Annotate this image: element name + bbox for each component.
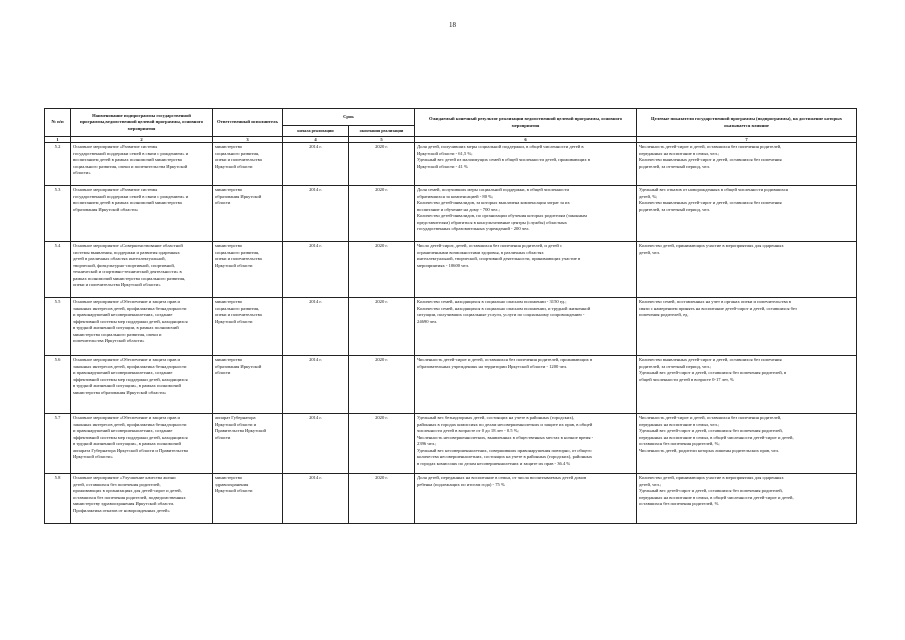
activity-name-line: воспитанием детей в рамках полномочий министерства [73,200,182,205]
responsible-executor [213,298,283,356]
column-number: 1 [45,137,71,143]
responsible-executor-line: опеки и попечительства [215,157,262,162]
expected-result-line: численности детей в возрасте от 0 до 18 лет - 0.5 %; [417,428,519,433]
start-year: 2014 г. [283,186,349,242]
activity-name-line: в трудной жизненной ситуации», в рамках полномочий [73,383,181,388]
expected-result-line: Количество детей-инвалидов, по организации обучения которых родителям (законным [417,213,587,218]
activity-name-line: законных интересов детей, профилактика безнадзорности [73,421,187,427]
responsible-executor-line: социального развития, [215,305,260,311]
activity-name-line: законных интересов детей, профилактика безнадзорности [73,305,187,311]
target-indicators-line: детей, %; [639,193,658,199]
activity-name [71,242,213,298]
activity-name-line: и правонарушений несовершеннолетних, создание [73,312,173,317]
activity-name-line: проживающих в организациях для детей-сирот и детей, [73,488,182,493]
target-indicators-line: Удельный вес детей-сирот и детей, оставшихся без попечения родителей, [639,428,783,433]
expected-result [415,356,637,414]
expected-result [415,143,637,186]
responsible-executor-line: Иркутской области [215,262,253,268]
expected-result-line: Количество семей, находящихся в социально опасном положении, и трудной жизненной [417,305,591,311]
responsible-executor-line: образования Иркутской [215,193,262,199]
responsible-executor [213,242,283,298]
target-indicators-line: Количество выявленных детей-сирот и детей, оставшихся без попечения [639,157,782,162]
start-year: 2014 г. [283,143,349,186]
expected-result-line: воспитание и обучение на дому - 700 чел.; [417,206,500,212]
expected-result-line: образовательных учреждениях на территории Иркутской области - 1200 чел. [417,363,568,369]
target-indicators-line: Количество детей, принимающих участие в мероприятиях для одаренных [639,475,784,480]
activity-name-line: эффективной системы мер поддержки детей, находящихся [73,376,188,382]
activity-name-line: детей, оставшихся без попечения родителей, [73,481,161,487]
activity-name-line: технической и спортивно-технической деятельности» в [73,269,182,274]
responsible-executor [213,186,283,242]
expected-result-line: ограниченными возможностями здоровья, в различных областях [417,249,544,255]
expected-result-line: Удельный вес безнадзорных детей, состоящих на учете в районных (городских), [417,415,575,420]
target-indicators-line: связи с намерением принять на воспитание детей-сирот и детей, оставшихся без [639,305,797,311]
target-indicators-line: Удельный вес отказов от новорожденных в общей численности родившихся [639,187,788,192]
end-year: 2020 г. [349,356,415,414]
header-start: начала реализации [283,126,349,137]
expected-result-line: интеллектуальной, творческой, спортивной деятельности, принимающих участие в [417,256,581,261]
responsible-executor-line: министерство [215,243,243,248]
expected-result-line: представителям) обратиться в консультативные центры (службы) областных [417,219,567,225]
expected-result-line: Удельный вес детей из малоимущих семей в общей численности детей, проживающих в [417,157,590,162]
end-year: 2020 г. [349,186,415,242]
end-year: 2020 г. [349,474,415,524]
responsible-executor-line: опеки и попечительства [215,256,262,261]
column-number: 2 [71,137,213,143]
activity-name-line: законных интересов детей, профилактика безнадзорности [73,363,187,369]
expected-result-line: Число детей-сирот, детей, оставшихся без попечения родителей, и детей с [417,243,563,248]
expected-result-line: обратившихся за компенсацией - 80 %; [417,193,494,199]
column-number: 3 [213,137,283,143]
table-row [45,242,857,298]
target-indicators-line: Количество детей, принимающих участие в мероприятиях для одаренных [639,243,784,248]
activity-name-line: оставшихся без попечения родителей, подведомственных [73,494,186,500]
responsible-executor-line: аппарат Губернатора [215,415,256,420]
target-indicators-line: переданных на воспитание в семьи, чел.; [639,150,720,156]
page-number: 18 [449,21,456,29]
responsible-executor-line: Иркутской области [215,488,253,493]
target-indicators-line: попечения родителей, ед. [639,312,689,317]
target-indicators-line: Количество выявленных детей-сирот и детей, оставшихся без попечения [639,357,782,362]
expected-result [415,242,637,298]
responsible-executor-line: Правительства Иркутской [215,428,266,433]
activity-name-line: Основное мероприятие «Развитие системы [73,144,158,149]
activity-name-line: в трудной жизненной ситуации», в рамках полномочий [73,441,181,446]
activity-name-line: опеки и попечительства Иркутской области» [73,282,161,287]
start-year: 2014 г. [283,414,349,474]
target-indicators-line: Численность детей-сирот и детей, оставшихся без попечения родителей, [639,415,782,420]
expected-result [415,186,637,242]
target-indicators-line: родителей, за отчетный период, чел. [639,163,711,169]
expected-result [415,474,637,524]
activity-name-line: воспитанием детей в рамках полномочий министерства [73,157,182,162]
activity-name-line: социального развития, опеки и попечительства Иркутской [73,163,188,169]
activity-name-line: Основное мероприятие «Совершенствование областной [73,243,183,248]
table-row [45,474,857,524]
target-indicators [637,242,857,298]
responsible-executor-line: здравоохранения [215,481,249,487]
end-year: 2020 г. [349,414,415,474]
responsible-executor-line: социального развития, [215,150,260,156]
target-indicators-line: переданных на воспитание в семьи, в общей численности детей-сирот и детей, [639,494,794,500]
expected-result-line: Численность несовершеннолетних, выявленных в общественных местах в ночное время - [417,434,594,440]
activity-name-line: Основное мероприятие «Развитие системы [73,187,158,192]
activity-name-line: министерства образования Иркутской области» [73,389,167,395]
responsible-executor [213,414,283,474]
expected-result-line: ребенка (подлежащих по итогам года) - 75 % [417,481,505,487]
header-term: Срок [283,109,415,126]
responsible-executor-line: Иркутской области [215,163,253,169]
target-indicators [637,474,857,524]
program-table [44,108,857,524]
table-row [45,414,857,474]
table-row [45,186,857,242]
target-indicators-line: Удельный вес детей-сирот и детей, оставшихся без попечения родителей, [639,488,783,493]
responsible-executor-line: опеки и попечительства [215,312,262,317]
table-row [45,143,857,186]
activity-name-line: попечительства Иркутской области» [73,338,145,343]
activity-name-line: Иркутской области» [73,454,113,459]
table-row [45,356,857,414]
activity-name-line: Основное мероприятие «Обеспечение и защита прав и [73,357,180,362]
responsible-executor-line: министерство [215,187,243,192]
row-number: 5.4 [45,242,71,298]
expected-result-line: Иркутской области - 61,5 %; [417,150,473,156]
responsible-executor [213,356,283,414]
responsible-executor [213,143,283,186]
responsible-executor-line: Иркутской области [215,318,253,324]
target-indicators [637,414,857,474]
activity-name-line: системы выявления, поддержки и развития одаренных [73,249,180,255]
activity-name-line: Основное мероприятие «Улучшение качества жизни [73,475,176,480]
target-indicators-line: детей, чел. [639,249,660,255]
activity-name [71,414,213,474]
expected-result-line: 2396 чел.; [417,441,437,446]
column-number: 6 [415,137,637,143]
expected-result [415,298,637,356]
row-number: 5.5 [45,298,71,356]
responsible-executor-line: министерство [215,144,243,149]
header-targets: Целевые показатели государственной программы (подпрограммы), на достижение которых оказывается влияние [637,109,857,137]
expected-result-line: Количество детей-инвалидов, за которых выплачена компенсация затрат за их [417,200,570,205]
target-indicators-line: родителей, за отчетный период, чел.; [639,363,712,369]
activity-name-line: государственной поддержки семей в связи с рождением» и [73,150,189,156]
responsible-executor [213,474,283,524]
target-indicators [637,143,857,186]
expected-result-line: мероприятиях - 10600 чел. [417,262,470,268]
responsible-executor-line: социального развития, [215,249,260,255]
activity-name-line: образования Иркутской области» [73,206,139,212]
column-number: 7 [637,137,857,143]
activity-name [71,474,213,524]
target-indicators [637,298,857,356]
activity-name-line: и правонарушений несовершеннолетних, создание [73,370,173,375]
activity-name-line: творческой, физкультурно-спортивной, спортивной, [73,262,175,268]
target-indicators-line: Количество семей, поставленных на учет в органах опеки и попечительства в [639,299,791,304]
header-end: окончания реализации [349,126,415,137]
header-name: Наименование подпрограммы государственной программы,ведомственной целевой программы, основного мероприятия [71,109,213,137]
end-year: 2020 г. [349,298,415,356]
target-indicators-line: детей, чел.; [639,481,662,487]
column-number: 5 [349,137,415,143]
expected-result-line: Иркутской области - 41 % [417,163,468,169]
start-year: 2014 г. [283,298,349,356]
target-indicators-line: оставшихся без попечения родителей, %; [639,441,720,446]
column-number: 4 [283,137,349,143]
target-indicators-line: переданных на воспитание в семьи, чел.; [639,421,720,427]
activity-name-line: рамках полномочий министерства социального развития, [73,275,186,281]
responsible-executor-line: области [215,434,231,440]
activity-name-line: детей в различных областях интеллектуальной, [73,256,166,261]
header-num: № п/п [45,109,71,137]
activity-name-line: министерства социального развития, опеки и [73,331,162,337]
activity-name [71,143,213,186]
target-indicators-line: переданных на воспитание в семьи, в общей численности детей-сирот и детей, [639,434,794,440]
responsible-executor-line: Иркутской области и [215,421,257,427]
expected-result-line: районных в городах комиссиях по делам несовершеннолетних и защите их прав, в общей [417,421,593,427]
row-number: 5.3 [45,186,71,242]
row-number: 5.2 [45,143,71,186]
activity-name-line: Профилактика отказов от новорожденных детей» [73,507,170,513]
activity-name [71,186,213,242]
activity-name-line: области» [73,170,91,175]
expected-result-line: в городах комиссиях по делам несовершеннолетних и защите их прав - 36.4 % [417,460,571,466]
expected-result-line: Численность детей-сирот и детей, оставшихся без попечения родителей, проживающих в [417,357,593,362]
expected-result-line: государственных образовательных учреждений - 200 чел. [417,226,530,231]
expected-result-line: количества несовершеннолетних, состоящих на учете в районных (городских), районных [417,454,592,459]
expected-result [415,414,637,474]
header-responsible: Ответственный исполнитель [213,109,283,137]
activity-name-line: аппарата Губернатора Иркутской области и Правительства [73,447,188,453]
target-indicators-line: Удельный вес детей-сирот и детей, оставшихся без попечения родителей, в [639,370,787,375]
responsible-executor-line: образования Иркутской [215,363,262,369]
activity-name-line: Основное мероприятие «Обеспечение и защита прав и [73,415,180,420]
expected-result-line: 24690 чел. [417,318,438,324]
activity-name-line: государственной поддержки семей в связи с рождением» и [73,193,189,199]
target-indicators-line: родителей, за отчетный период, чел. [639,206,711,212]
target-indicators-line: Количество выявленных детей-сирот и детей, оставшихся без попечения [639,200,782,205]
activity-name-line: эффективной системы мер поддержки детей, находящихся [73,318,188,324]
responsible-executor-line: области [215,200,231,205]
activity-name [71,356,213,414]
header-result: Ожидаемый конечный результат реализации ведомственной целевой программы, основного мероприятия [415,109,637,137]
expected-result-line: ситуации, получивших социальные услуги, услуги по социальному сопровождению - [417,312,585,317]
target-indicators-line: Численность детей, родители которых лишены родительских прав, чел. [639,447,780,453]
target-indicators [637,356,857,414]
row-number: 5.6 [45,356,71,414]
target-indicators [637,186,857,242]
start-year: 2014 г. [283,356,349,414]
expected-result-line: Количество семей, находящихся в социально опасном положении - 3150 ед.; [417,299,567,304]
start-year: 2014 г. [283,474,349,524]
activity-name-line: министерству здравоохранения Иркутской области. [73,501,175,506]
end-year: 2020 г. [349,242,415,298]
target-indicators-line: оставшихся без попечения родителей, % [639,501,719,506]
end-year: 2020 г. [349,143,415,186]
target-indicators-line: Численность детей-сирот и детей, оставшихся без попечения родителей, [639,144,782,149]
expected-result-line: Доля детей, получивших меры социальной поддержки, в общей численности детей в [417,144,584,149]
activity-name [71,298,213,356]
table-row [45,298,857,356]
responsible-executor-line: министерство [215,299,243,304]
activity-name-line: в трудной жизненной ситуации, в рамках полномочий [73,325,179,330]
expected-result-line: Доля семей, получивших меры социальной поддержки, в общей численности [417,187,569,192]
expected-result-line: Удельный вес несовершеннолетних, совершивших правонарушения повторно, от общего [417,447,592,453]
target-indicators-line: общей численности детей в возрасте 0-17 лет, % [639,376,734,382]
activity-name-line: и правонарушений несовершеннолетних, создание [73,428,173,433]
activity-name-line: эффективной системы мер поддержки детей, находящихся [73,434,188,440]
row-number: 5.7 [45,414,71,474]
activity-name-line: Основное мероприятие «Обеспечение и защита прав и [73,299,180,304]
responsible-executor-line: министерство [215,475,243,480]
row-number: 5.8 [45,474,71,524]
start-year: 2014 г. [283,242,349,298]
responsible-executor-line: министерство [215,357,243,362]
expected-result-line: Доля детей, переданных на воспитание в семьи, от числа воспитываемых детей домов [417,475,587,480]
responsible-executor-line: области [215,370,231,375]
